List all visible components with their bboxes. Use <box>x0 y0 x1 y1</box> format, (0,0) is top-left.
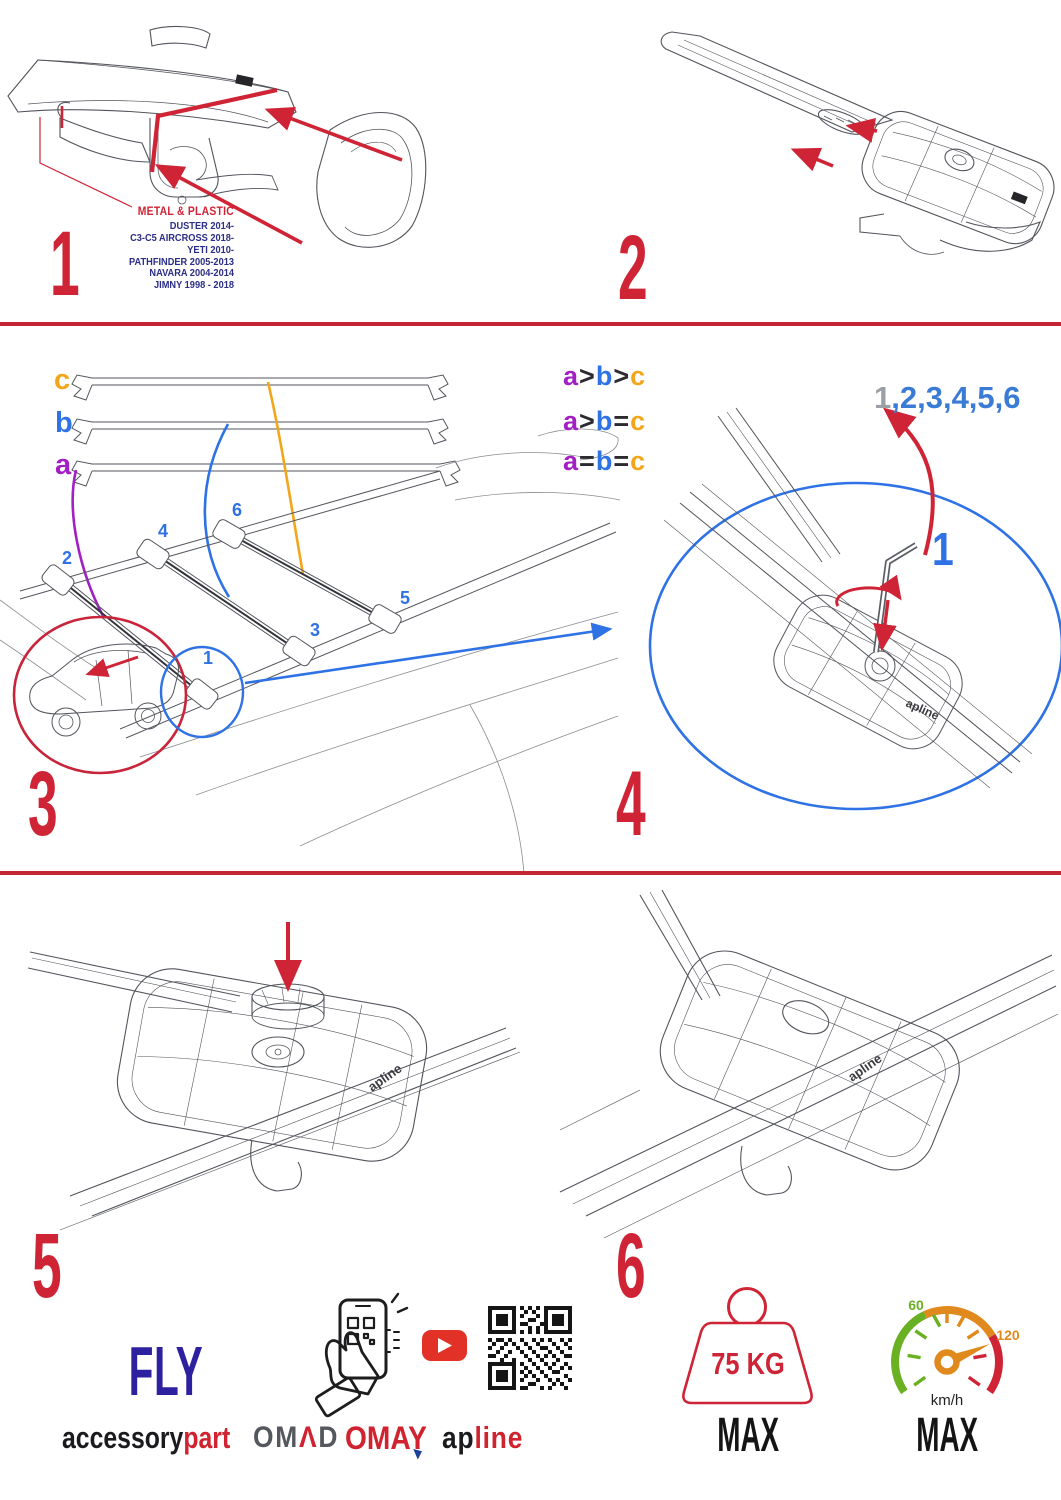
length-comparison-row <box>563 446 646 477</box>
bar-label-b: b <box>55 407 73 439</box>
tightening-sequence-label <box>874 380 1021 416</box>
model-line: YETI 2010- <box>187 243 234 256</box>
material-label: METAL & PLASTIC <box>137 206 234 218</box>
roof-position-5: 5 <box>400 588 411 608</box>
speedometer-icon <box>895 1297 1020 1392</box>
roof-position-1: 1 <box>203 648 214 668</box>
roof-position-2: 2 <box>62 548 73 568</box>
cmp-token: b <box>595 406 614 436</box>
youtube-icon <box>422 1330 467 1361</box>
sequence-first: 1 <box>874 380 892 415</box>
model-line: DUSTER 2014- <box>169 220 234 232</box>
cmp-token: > <box>579 406 596 436</box>
product-logo-on-foot: apline <box>845 1050 885 1085</box>
roof-position-3: 3 <box>310 620 321 640</box>
cmp-token: = <box>613 446 631 476</box>
cmp-token: a <box>563 406 580 436</box>
speed-max-label: MAX <box>916 1409 979 1462</box>
speed-unit-label: km/h <box>930 1392 964 1409</box>
apline-black: ap <box>442 1420 475 1455</box>
length-comparison-row <box>563 361 646 392</box>
qr-scan-phone-icon <box>315 1294 407 1417</box>
section-divider <box>0 871 1061 875</box>
step-6-number: 6 <box>616 1215 646 1317</box>
model-line: PATHFINDER 2005-2013 <box>129 255 234 268</box>
cmp-token: a <box>563 446 580 476</box>
product-logo-on-foot: apline <box>903 695 942 723</box>
accessorypart-logo <box>62 1420 230 1456</box>
section-divider <box>0 322 1061 326</box>
omad-lambda: Λ <box>299 1421 319 1454</box>
bar-b <box>72 419 448 444</box>
step4-drawing <box>650 408 1061 809</box>
cmp-token: > <box>613 361 631 391</box>
apline-red: line <box>474 1420 524 1455</box>
apline-logo <box>442 1420 523 1456</box>
model-line: C3-C5 AIRCROSS 2018- <box>130 231 234 244</box>
speed-60-label: 60 <box>908 1297 924 1313</box>
omad-logo <box>253 1421 339 1455</box>
weight-value: 75 KG <box>711 1346 785 1381</box>
accessorypart-red: part <box>183 1420 231 1455</box>
step5-drawing <box>28 922 520 1230</box>
cmp-token: > <box>579 361 596 391</box>
cmp-token: = <box>613 406 631 436</box>
vehicle-model-list <box>58 221 234 292</box>
roof-position-4: 4 <box>158 521 169 541</box>
step-4-number: 4 <box>616 753 646 855</box>
step-5-number: 5 <box>32 1215 62 1317</box>
weight-max-label: MAX <box>717 1409 780 1462</box>
bar-c <box>72 375 448 400</box>
roof-position-6: 6 <box>232 500 243 520</box>
model-line: JIMNY 1998 - 2018 <box>154 279 234 292</box>
speed-120-label: 120 <box>996 1327 1020 1343</box>
cmp-token: b <box>595 446 614 476</box>
step6-drawing <box>560 890 1058 1238</box>
cmp-token: b <box>595 361 614 391</box>
step2-drawing <box>661 32 1061 254</box>
cmp-token: c <box>630 446 647 476</box>
qr-code <box>488 1306 572 1390</box>
cmp-token: c <box>630 406 647 436</box>
cmp-token: a <box>563 361 580 391</box>
accessorypart-black: accessory <box>62 1420 184 1455</box>
length-comparison-row <box>563 406 646 437</box>
sequence-rest: ,2,3,4,5,6 <box>891 380 1021 415</box>
step-1-number: 1 <box>50 213 80 315</box>
cmp-token: = <box>579 446 596 476</box>
step-3-number: 3 <box>28 753 58 855</box>
fly-logo: FLY <box>128 1332 204 1410</box>
step-2-number: 2 <box>618 217 648 319</box>
sequence-callout-1: 1 <box>932 523 954 575</box>
omad-om: OM <box>253 1421 300 1454</box>
omay-logo: OMAY <box>345 1420 427 1456</box>
bar-label-c: c <box>54 364 71 396</box>
cmp-token: c <box>630 361 647 391</box>
product-logo-on-foot: apline <box>365 1060 405 1095</box>
omad-d: D <box>318 1421 340 1454</box>
bar-label-a: a <box>55 449 72 481</box>
model-line: NAVARA 2004-2014 <box>149 267 234 280</box>
